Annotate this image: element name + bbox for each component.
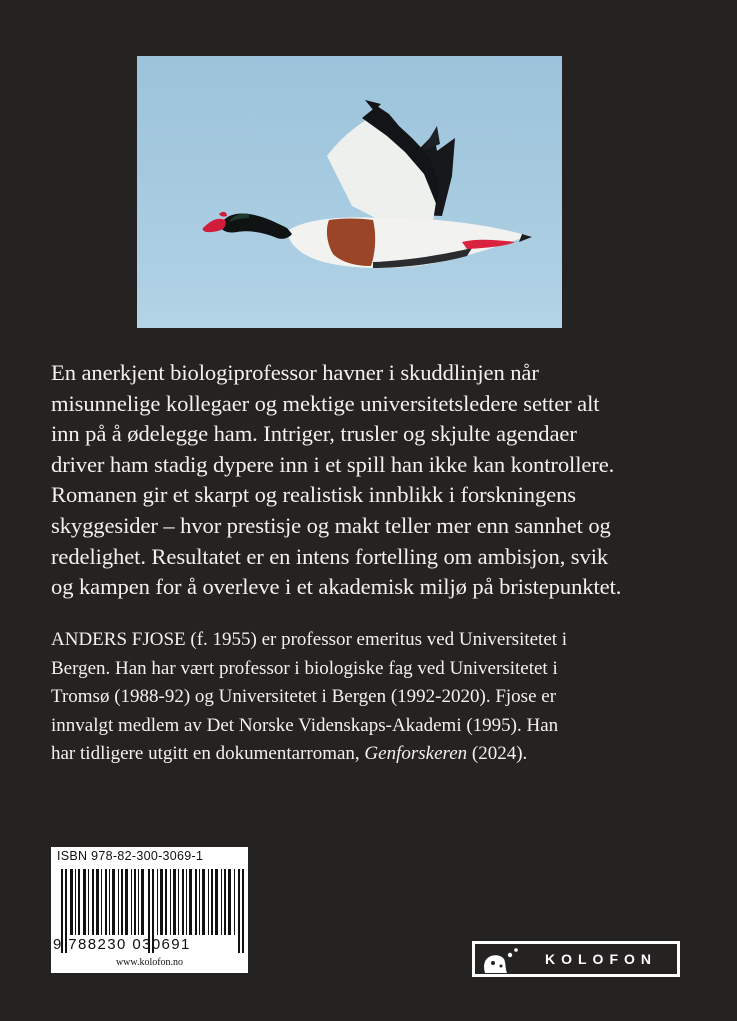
publisher-name: KOLOFON — [545, 951, 657, 967]
author-bio-end: (2024). — [467, 743, 528, 765]
kolofon-mark-icon — [481, 946, 521, 973]
author-bio — [51, 626, 691, 769]
publisher-logo — [472, 941, 680, 977]
barcode-panel — [51, 847, 248, 973]
isbn-label: ISBN 978-82-300-3069-1 — [57, 849, 204, 863]
shelduck-in-flight-image — [137, 56, 562, 328]
cover-photo — [137, 56, 562, 328]
author-bio-main: ANDERS FJOSE (f. 1955) er professor emeritus ved Universitetet i Bergen. Han har vært professor i biologiske fag ved Universitetet i Tromsø (1988-92) og Universitetet i Bergen (1992-2020). Fjose er innvalgt medlem av Det Norske Videnskaps-Akademi (1995). Han har tidligere utgitt en dokumentarroman, — [51, 629, 568, 765]
website-label: www.kolofon.no — [115, 957, 184, 968]
blurb-text: En anerkjent biologiprofessor havner i skuddlinjen når misunnelige kollegaer og mektige universitetsledere setter alt inn på å ødelegge ham. Intriger, trusler og skjulte agendaer driver ham stadig dypere inn i et spill han ikke kan kontrollere. Romanen gir et skarpt og realistisk innblikk i forskningens skyggesider – hvor prestisje og makt teller mer enn sannhet og redelighet. Resultatet er en intens fortelling om ambisjon, svik og kampen for å overleve i et akademisk miljø på bristepunktet. — [51, 360, 622, 600]
barcode-digits: 9 788230 030691 — [53, 936, 191, 953]
book-title: Genforskeren — [364, 743, 468, 765]
